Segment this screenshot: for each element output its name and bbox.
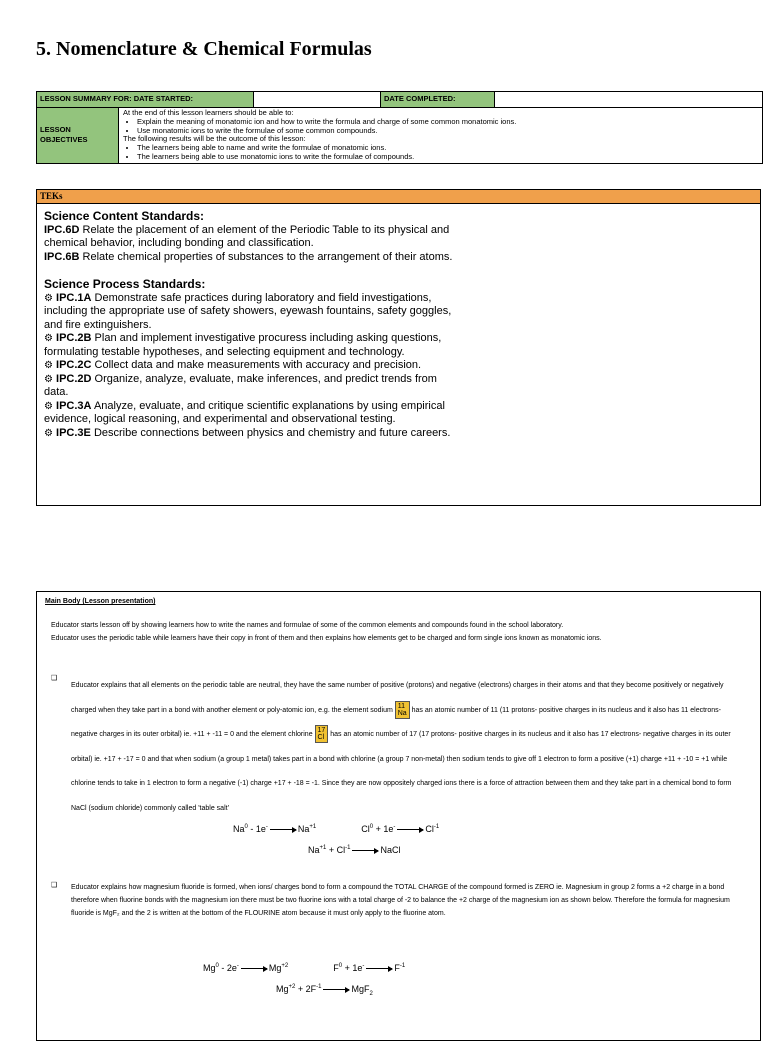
standard-text: Analyze, evaluate, and critique scientific explanations by using empirical evidence, logical reasoning, and experimental and observational testing. bbox=[44, 399, 445, 425]
bullet-text: Educator explains how magnesium fluoride is formed, when ions/ charges bond to form a compound the TOTAL CHARGE of the compound formed is ZERO ie. Magnesium in group 2 forms a +2 charge in a bond therefore when fluorine bonds with the magnesium ion there must be two fluorine ions with a total charge of -2 to balance the +2 charge of the magnesium ion as shown below. Therefore the formula for magnesium fluoride is MgF₂ and the 2 is written at the bottom of the FLOURINE atom because it must only apply to the fluorine atom. bbox=[71, 884, 730, 917]
objective-item: • Explain the meaning of monatomic ion and how to write the formula and charge of some common monatomic ions. bbox=[137, 118, 758, 127]
main-body-box bbox=[36, 591, 761, 1041]
standard-text: Plan and implement investigative procuress including asking questions, formulating testable hypotheses, and selecting equipment and technology. bbox=[44, 332, 442, 358]
arrow-icon bbox=[323, 989, 349, 990]
objectives-intro: At the end of this lesson learners should be able to: bbox=[123, 108, 294, 117]
equation-magnesium-fluorine-ions: Mg$^0$ - 2e- $Mg^{+2}$ $F^0 + 1e^-$ $F^{-1}$ bbox=[203, 963, 406, 973]
standard-item bbox=[44, 251, 464, 265]
gear-icon: ⚙ bbox=[44, 373, 53, 385]
standard-item bbox=[44, 373, 464, 400]
standard-code: IPC.2C bbox=[56, 359, 92, 371]
standard-item bbox=[44, 224, 464, 251]
main-body-title: Main Body (Lesson presentation) bbox=[45, 598, 156, 605]
standard-text: Collect data and make measurements with accuracy and precision. bbox=[91, 359, 422, 371]
intro-paragraph: Educator uses the periodic table while learners have their copy in front of them and then explains how elements get to be charged and form single ions known as monatomic ions. bbox=[51, 635, 602, 642]
arrow-icon bbox=[270, 829, 296, 830]
equation-sodium-chlorine-ions: Na$^0$ - 1e- $Na^{+1}$ $Cl^0 + 1e^-$ $Cl^{-1}$ bbox=[233, 824, 440, 834]
standard-code: IPC.3A bbox=[56, 399, 92, 412]
arrow-icon bbox=[352, 850, 378, 851]
equation-mgf2: $Mg^{+2} + 2F^{-1}$ MgF$_2$ bbox=[276, 984, 373, 997]
chlorine-element-tile: 17 Cl bbox=[315, 725, 329, 743]
standard-text: Demonstrate safe practices during laboratory and field investigations, including the appropriate use of safety showers, eyewash fountains, safety goggles, and fire extinguishers. bbox=[44, 291, 452, 331]
content-standards-title: Science Content Standards: bbox=[44, 209, 205, 223]
intro-paragraphs bbox=[51, 619, 751, 645]
process-standards-title: Science Process Standards: bbox=[44, 277, 206, 291]
standard-code: IPC.1A bbox=[56, 291, 92, 304]
arrow-icon bbox=[366, 968, 392, 969]
teks-header: TEKs bbox=[37, 190, 760, 204]
standard-text: Relate the placement of an element of the Periodic Table to its physical and chemical behavior, including bonding and classification. bbox=[44, 223, 450, 249]
gear-icon: ⚙ bbox=[44, 427, 53, 439]
objective-item: • Use monatomic ions to write the formulae of some common compounds. bbox=[137, 127, 758, 136]
standard-item bbox=[44, 427, 464, 441]
standard-item bbox=[44, 400, 464, 427]
standard-item bbox=[44, 292, 464, 333]
lesson-objectives-label: LESSON OBJECTIVES bbox=[37, 108, 119, 163]
teks-box bbox=[36, 189, 761, 506]
result-item: • The learners being able to use monatomic ions to write the formulae of compounds. bbox=[137, 153, 758, 162]
standard-text: Organize, analyze, evaluate, make inferences, and predict trends from data. bbox=[44, 372, 437, 398]
gear-icon: ⚙ bbox=[44, 360, 53, 371]
standard-code: IPC.6B bbox=[44, 250, 80, 263]
standard-text: Describe connections between physics and chemistry and future careers. bbox=[90, 426, 451, 439]
checkbox-icon: ❑ bbox=[51, 882, 58, 889]
sodium-element-tile: 11 Na bbox=[395, 701, 410, 719]
date-completed-value bbox=[495, 92, 762, 107]
date-completed-label: DATE COMPLETED: bbox=[381, 92, 495, 107]
gear-icon: ⚙ bbox=[44, 333, 53, 344]
standard-code: IPC.6D bbox=[44, 223, 80, 236]
standard-item bbox=[44, 332, 464, 359]
gear-icon: ⚙ bbox=[44, 400, 53, 412]
equation-nacl: $Na^{+1} + Cl^{-1}$ NaCl bbox=[308, 845, 401, 855]
standard-code: IPC.2D bbox=[56, 372, 92, 385]
lesson-objectives-text bbox=[119, 108, 762, 163]
standard-code: IPC.3E bbox=[56, 426, 91, 439]
standard-text: Relate chemical properties of substances to the arrangement of their atoms. bbox=[79, 250, 453, 263]
lesson-summary-table bbox=[36, 91, 763, 164]
arrow-icon bbox=[241, 968, 267, 969]
arrow-icon bbox=[397, 829, 423, 830]
results-intro: The following results will be the outcome of this lesson: bbox=[123, 134, 306, 144]
standard-item bbox=[44, 359, 464, 373]
checkbox-icon: ❑ bbox=[51, 675, 58, 682]
intro-paragraph: Educator starts lesson off by showing learners how to write the names and formulae of some of the common elements and compounds found in the school laboratory. bbox=[51, 622, 564, 629]
standard-code: IPC.2B bbox=[56, 332, 92, 344]
gear-icon: ⚙ bbox=[44, 292, 53, 304]
date-started-value bbox=[254, 92, 381, 107]
date-started-label: LESSON SUMMARY FOR: DATE STARTED: bbox=[37, 92, 254, 107]
page-title: 5. Nomenclature & Chemical Formulas bbox=[36, 38, 372, 60]
result-item: • The learners being able to name and write the formulae of monatomic ions. bbox=[137, 144, 758, 153]
bullet-text: Educator explains that all elements on the periodic table are neutral, they have the same number of positive (protons) and negative (electrons) charges in their atoms and that they become positively or negatively charged when they take part in a bond with another element or poly-atomic ion, e.g. the element sodium 11 Na has an atomic number of 11 (11 protons- positive charges in its nucleus and it also has 11 electrons- negative charges in its outer orbital) ie. +11 + -11 = 0 and the element chlorine 17 Cl has an atomic number of 17 (17 protons- positive charges in its nucleus and it also has 17 electrons- negative charges in its outer orbital) ie. +17 + -17 = 0 and that when sodium (a group 1 metal) takes part in a bond with chlorine (a group 7 non-metal) then sodium tends to give off 1 electron to form a positive (+1) charge +11 + -10 = +1 while chlorine tends to take in 1 electron to form a negative (-1) charge +17 + -18 = -1. Since they are now oppositely charged ions there is a force of attraction between them and they take part in a chemical bond to form NaCl (sodium chloride) commonly called 'table salt' bbox=[71, 682, 732, 812]
